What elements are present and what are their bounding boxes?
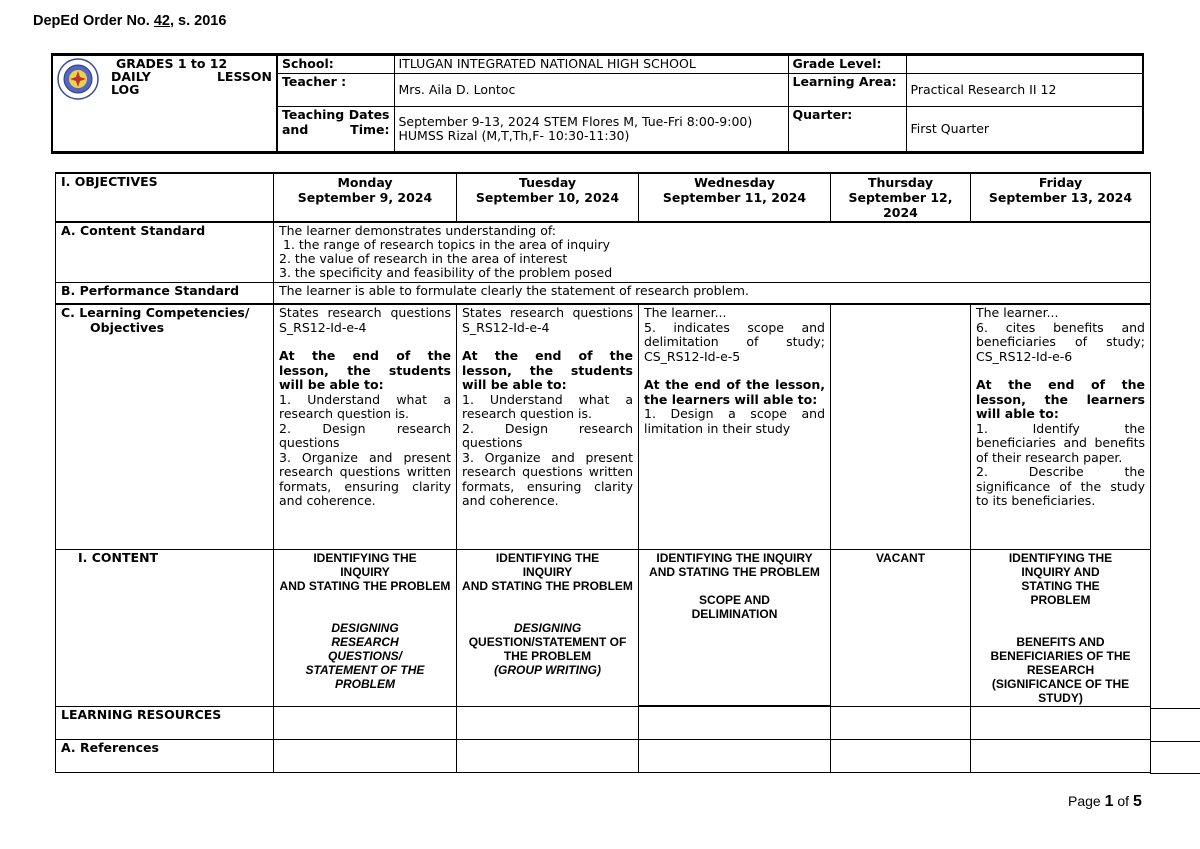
page-current: 1 (1104, 793, 1114, 810)
competencies-label-line1: C. Learning Competencies/ (61, 305, 250, 320)
objective-item: 2. Describe the significance of the study to its beneficiaries. (976, 464, 1145, 508)
day-name: Monday (337, 175, 393, 190)
resources-monday (274, 706, 457, 739)
wednesday-content (639, 549, 831, 706)
references-thursday (831, 739, 971, 772)
content-subtopic: DESIGNING RESEARCH QUESTIONS/ STATEMENT OF THE PROBLEM (305, 620, 425, 691)
content-standard-line: 1. the range of research topics in the area of inquiry (279, 237, 611, 252)
competencies-label (56, 304, 274, 549)
day-header-monday (274, 173, 457, 222)
day-date: September 12, 2024 (848, 190, 953, 220)
teaching-dates-value (394, 107, 788, 153)
order-number: 42 (153, 13, 170, 29)
objective-item: 1. Understand what a research question is. (462, 391, 633, 421)
day-date: September 11, 2024 (662, 190, 807, 205)
content-topic: IDENTIFYING THE INQUIRY (495, 550, 600, 579)
thursday-content: VACANT (831, 549, 971, 706)
day-header-friday (971, 173, 1151, 222)
references-monday (274, 739, 457, 772)
content-standard-text (274, 222, 1151, 282)
header-table (51, 53, 1144, 154)
day-date: September 10, 2024 (475, 190, 620, 205)
deped-order (33, 13, 226, 29)
content-standard-line: 3. the specificity and feasibility of the problem posed (279, 265, 613, 280)
thursday-objectives (831, 304, 971, 549)
log-title-daily: DAILY (111, 69, 151, 84)
objectives-heading: I. OBJECTIVES (56, 173, 274, 222)
teaching-dates-line2: HUMSS Rizal (M,T,Th,F- 10:30-11:30) (398, 128, 630, 143)
learning-area-value: Practical Research II 12 (906, 74, 1143, 107)
order-suffix: , s. 2016 (170, 13, 227, 29)
objective-lead: At the end of the lesson, the learners will able to: (976, 377, 1145, 421)
objective-item: 1. Identify the beneficiaries and benefits of their research paper. (976, 420, 1145, 465)
page-total: 5 (1132, 793, 1142, 810)
objective-item: 1. Understand what a research question is. (279, 391, 451, 421)
teacher-label: Teacher : (277, 74, 394, 107)
objective-intro: States research questions S_RS12-Id-e-4 (462, 305, 633, 335)
objective-competency: 5. indicates scope and delimitation of study; CS_RS12-Id-e-5 (644, 319, 825, 364)
deped-seal-icon (57, 58, 99, 100)
resources-friday (971, 706, 1151, 739)
references-wednesday (639, 739, 831, 772)
content-subtopic: DESIGNING (513, 620, 582, 635)
content-topic: IDENTIFYING THE INQUIRY AND STATING THE PROBLEM (649, 550, 820, 579)
content-topic: IDENTIFYING THE INQUIRY AND STATING THE PROBLEM (1008, 550, 1113, 607)
performance-standard-text: The learner is able to formulate clearly the statement of research problem. (274, 282, 1151, 304)
content-subtopic: (GROUP WRITING) (494, 662, 601, 677)
references-label: A. References (56, 739, 274, 772)
objective-intro: States research questions S_RS12-Id-e-4 (279, 305, 451, 335)
log-title-cell (52, 55, 277, 153)
overflow-rule (1150, 708, 1200, 709)
content-heading (56, 549, 274, 706)
school-label: School: (277, 55, 394, 74)
content-subtopic: QUESTION/STATEMENT OF THE PROBLEM (468, 634, 627, 663)
objective-item: 3. Organize and present research questions written formats, ensuring clarity and coherence. (462, 449, 633, 508)
objective-item: 2. Design research questions (279, 420, 451, 450)
objective-intro: The learner... (976, 305, 1059, 320)
lesson-log-table (55, 172, 1151, 773)
day-name: Wednesday (694, 175, 775, 190)
day-name: Friday (1038, 175, 1083, 190)
log-title-line1: GRADES 1 to 12 (116, 56, 228, 71)
content-standard-label: A. Content Standard (56, 222, 274, 282)
teaching-dates-label (277, 107, 394, 153)
school-value: ITLUGAN INTEGRATED NATIONAL HIGH SCHOOL (394, 55, 788, 74)
learning-resources-label: LEARNING RESOURCES (56, 706, 274, 739)
day-date: September 9, 2024 (297, 190, 433, 205)
objective-item: 1. Design a scope and limitation in their study (644, 406, 825, 436)
content-heading-text: I. CONTENT (78, 549, 159, 565)
quarter-label: Quarter: (788, 107, 906, 153)
references-friday (971, 739, 1151, 772)
overflow-rule (1150, 741, 1200, 742)
references-tuesday (457, 739, 639, 772)
objective-lead: At the end of the lesson, the students will be able to: (462, 348, 633, 392)
order-prefix: DepEd Order No. (33, 13, 154, 29)
performance-standard-label: B. Performance Standard (56, 282, 274, 304)
resources-wednesday (639, 706, 831, 739)
monday-content (274, 549, 457, 706)
learning-area-label: Learning Area: (788, 74, 906, 107)
day-name: Tuesday (518, 175, 577, 190)
friday-content (971, 549, 1151, 706)
day-header-thursday (831, 173, 971, 222)
wednesday-objectives (639, 304, 831, 549)
content-topic: IDENTIFYING THE INQUIRY (313, 550, 417, 579)
tuesday-objectives (457, 304, 639, 549)
log-title-line3: LOG (111, 82, 140, 97)
grade-value (906, 55, 1143, 74)
day-name: Thursday (867, 175, 934, 190)
objective-item: 3. Organize and present research questions written formats, ensuring clarity and coherence. (279, 449, 451, 508)
objective-lead: At the end of the lesson, the learners will able to: (644, 377, 825, 407)
teaching-dates-line1: September 9-13, 2024 STEM Flores M, Tue-Fri 8:00-9:00) (398, 113, 753, 129)
day-header-tuesday (457, 173, 639, 222)
resources-tuesday (457, 706, 639, 739)
page-prefix: Page (1068, 793, 1105, 809)
content-standard-line: 2. the value of research in the area of interest (279, 251, 568, 266)
objective-competency: 6. cites benefits and beneficiaries of study; CS_RS12-Id-e-6 (976, 319, 1145, 364)
overflow-rule (1150, 773, 1200, 774)
log-title (111, 57, 272, 96)
objective-item: 2. Design research questions (462, 420, 633, 450)
quarter-value: First Quarter (906, 107, 1143, 153)
tuesday-content (457, 549, 639, 706)
log-title-lesson: LESSON (216, 69, 272, 84)
competencies-label-line2: Objectives (90, 319, 165, 335)
resources-thursday (831, 706, 971, 739)
objective-intro: The learner... (644, 305, 727, 320)
day-date: September 13, 2024 (988, 190, 1133, 205)
page-number (1068, 793, 1142, 811)
content-standard-line: The learner demonstrates understanding of: (279, 223, 557, 238)
friday-objectives (971, 304, 1151, 549)
objective-lead: At the end of the lesson, the students will be able to: (279, 348, 451, 392)
day-header-wednesday (639, 173, 831, 222)
page-of: of (1113, 793, 1133, 809)
grade-label: Grade Level: (788, 55, 906, 74)
teacher-value: Mrs. Aila D. Lontoc (394, 74, 788, 107)
monday-objectives (274, 304, 457, 549)
content-subtopic: BENEFITS AND BENEFICIARIES OF THE RESEARCH (SIGNIFICANCE OF THE STUDY) (990, 634, 1131, 705)
teaching-dates-text: Teaching Dates and Time: (282, 107, 390, 137)
content-topic: AND STATING THE PROBLEM (462, 578, 633, 593)
content-subtopic: SCOPE AND DELIMINATION (691, 592, 778, 621)
content-topic: AND STATING THE PROBLEM (279, 578, 451, 593)
